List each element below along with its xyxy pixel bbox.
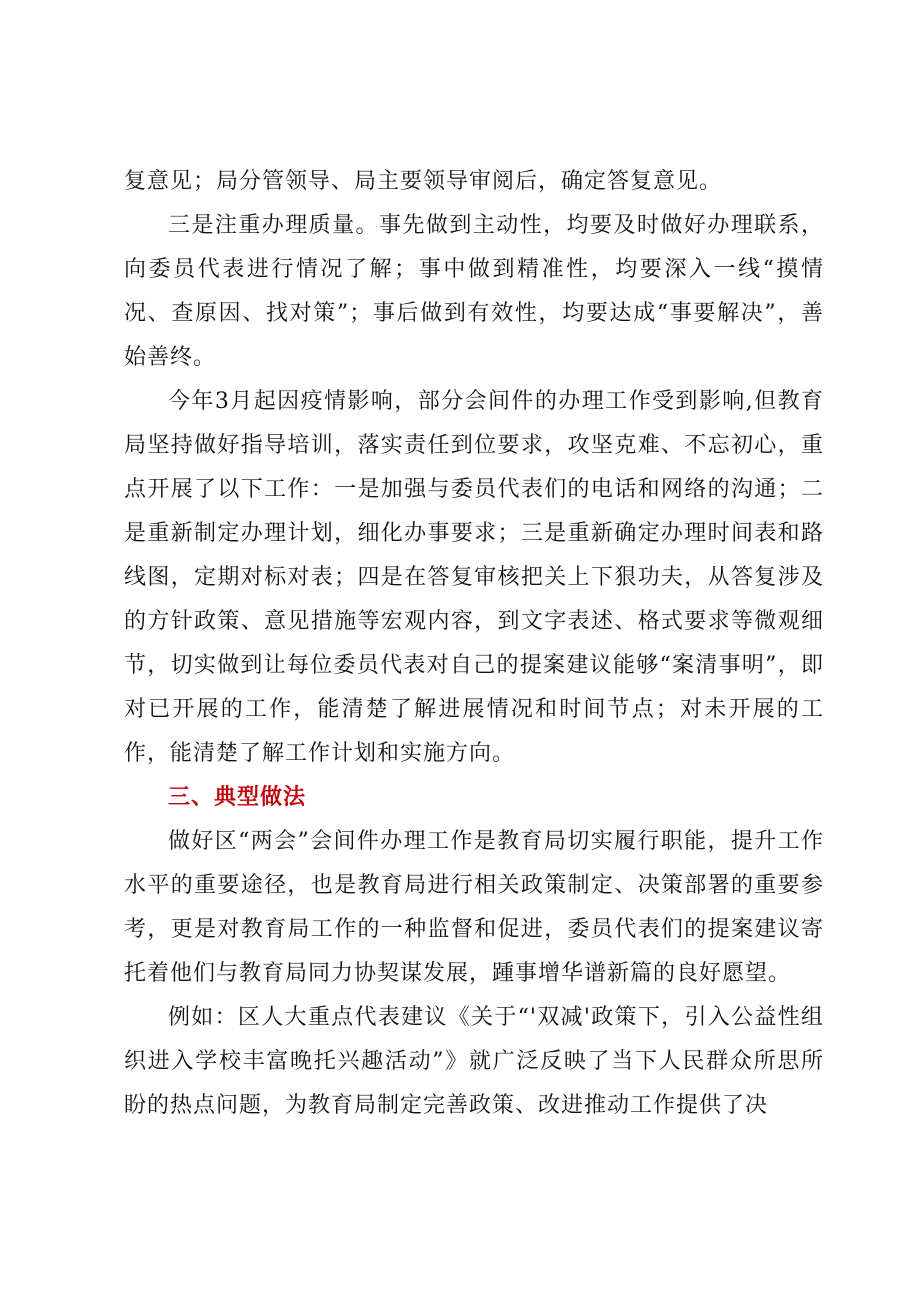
document-body (124, 160, 824, 1128)
section-heading: 三、典型做法 (168, 785, 307, 810)
paragraph-importance: 做好区“两会”会间件办理工作是教育局切实履行职能，提升工作水平的重要途径，也是教育局进行相关政策制定、决策部署的重要参考，更是对教育局工作的一种监督和促进，委员代表们的提案建议寄托着他们与教育局同力协契谋发展，踵事增华谱新篇的良好愿望。 (124, 829, 824, 986)
paragraph-continued: 复意见；局分管领导、局主要领导审阅后，确定答复意见。 (124, 169, 723, 194)
paragraph-example: 例如：区人大重点代表建议《关于“'双减'政策下，引入公益性组织进入学校丰富晚托兴趣活动”》就广泛反映了当下人民群众所思所盼的热点问题，为教育局制定完善政策、改进推动工作提供了决 (124, 1005, 824, 1118)
paragraph-epidemic-work: 今年3月起因疫情影响，部分会间件的办理工作受到影响,但教育局坚持做好指导培训，落实责任到位要求，攻坚克难、不忘初心，重点开展了以下工作：一是加强与委员代表们的电话和网络的沟通；二是重新制定办理计划，细化办事要求；三是重新确定办理时间表和路线图，定期对标对表；四是在答复审核把关上下狠功夫，从答复涉及的方针政策、意见措施等宏观内容，到文字表述、格式要求等微观细节，切实做到让每位委员代表对自己的提案建议能够“案清事明”，即对已开展的工作，能清楚了解进展情况和时间节点；对未开展的工作，能清楚了解工作计划和实施方向。 (124, 389, 824, 766)
paragraph-quality: 三是注重办理质量。事先做到主动性，均要及时做好办理联系，向委员代表进行情况了解；事中做到精准性，均要深入一线“摸情况、查原因、找对策”；事后做到有效性，均要达成“事要解决”，善始善终。 (124, 213, 824, 370)
